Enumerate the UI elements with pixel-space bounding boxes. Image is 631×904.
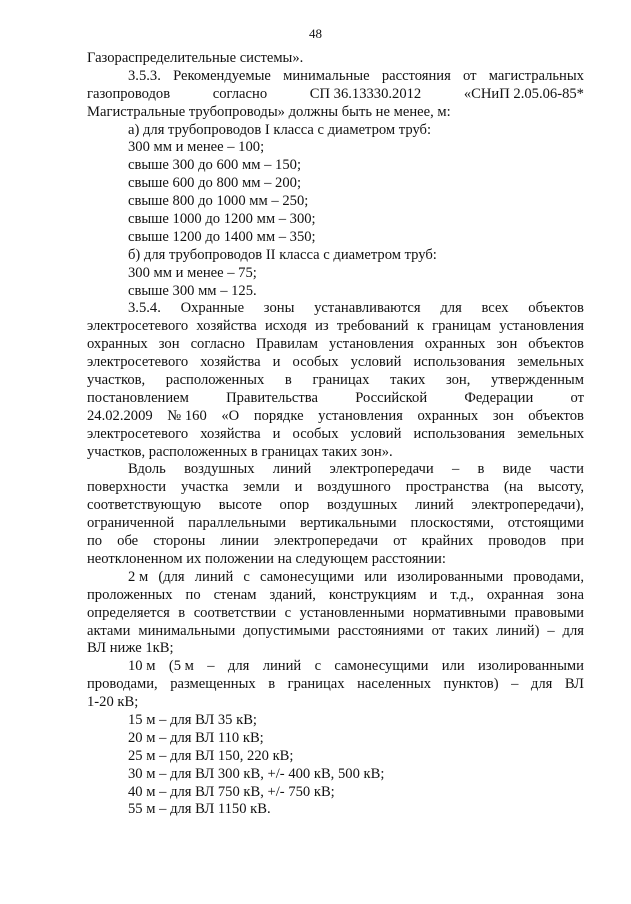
text-line: свыше 1200 до 1400 мм – 350; xyxy=(128,228,316,245)
word: – xyxy=(547,622,555,639)
word: зона xyxy=(556,586,584,603)
word: – xyxy=(451,461,460,478)
word: «О xyxy=(221,407,240,424)
word: (5 м xyxy=(168,658,194,675)
word: линий xyxy=(415,497,454,514)
word: расстояниями xyxy=(337,622,424,639)
word: от xyxy=(570,389,584,406)
word: газопроводов xyxy=(87,85,171,102)
text-line xyxy=(87,515,584,533)
word: хозяйства xyxy=(196,318,257,335)
word: проложенных xyxy=(87,586,173,603)
word: охранных xyxy=(424,336,486,353)
word: согласно xyxy=(212,85,268,102)
word: объектов xyxy=(528,300,584,317)
text-line: 55 м – для ВЛ 1150 кВ. xyxy=(128,801,271,818)
word: ограниченной xyxy=(87,515,175,532)
word: таких xyxy=(452,622,489,639)
word: особых xyxy=(292,425,339,442)
word: вертикальными xyxy=(299,515,397,532)
text-line: 15 м – для ВЛ 35 кВ; xyxy=(128,711,257,728)
word: электропередачи xyxy=(273,533,379,550)
word: требований xyxy=(336,318,409,335)
word: порядке xyxy=(253,407,304,424)
word: линий) xyxy=(496,622,540,639)
text-line xyxy=(87,569,584,587)
word: Охранные xyxy=(180,300,245,317)
word: использования xyxy=(413,425,506,442)
word: опор xyxy=(279,497,310,514)
text-line xyxy=(87,479,584,497)
word: населенных xyxy=(357,676,431,693)
word: допустимыми xyxy=(243,622,330,639)
text-line: 30 м – для ВЛ 300 кВ, +/- 400 кВ, 500 кВ; xyxy=(128,765,385,782)
word: пространства xyxy=(405,479,490,496)
text-line xyxy=(87,461,584,479)
text-line xyxy=(87,623,584,641)
text-line: ВЛ ниже 1кВ; xyxy=(87,640,174,657)
word: зон, xyxy=(445,372,471,389)
word: ВЛ xyxy=(564,676,584,693)
word: плоскостями, xyxy=(410,515,494,532)
text-line: 1-20 кВ; xyxy=(87,694,139,711)
word: электропередачи xyxy=(329,461,434,478)
word: соответствии xyxy=(193,604,277,621)
word: утвержденным xyxy=(491,372,584,389)
word: границах xyxy=(312,372,370,389)
word: проводов xyxy=(488,533,546,550)
word: границах xyxy=(287,676,345,693)
text-line xyxy=(87,533,584,551)
word: согласно xyxy=(190,336,245,353)
text-line xyxy=(87,658,584,676)
word: Российской xyxy=(355,389,428,406)
text-line xyxy=(87,390,584,408)
word: использования xyxy=(413,354,506,371)
word: воздушных xyxy=(326,497,398,514)
word: нормативными xyxy=(412,604,507,621)
word: участков, xyxy=(87,372,146,389)
word: установления xyxy=(499,318,584,335)
word: – xyxy=(511,676,519,693)
word: обе xyxy=(117,533,139,550)
word: магистральных xyxy=(488,67,584,84)
word: воздушного xyxy=(317,479,391,496)
word: в xyxy=(178,604,186,621)
word: или xyxy=(441,658,465,675)
word: для xyxy=(562,622,584,639)
word: таких xyxy=(390,372,426,389)
word: границам xyxy=(432,318,492,335)
word: виде xyxy=(502,461,532,478)
word: Правилам xyxy=(255,336,318,353)
word: объектов xyxy=(528,336,584,353)
word: от xyxy=(463,67,477,84)
word: конструкциям xyxy=(328,586,417,603)
word: Федерации xyxy=(464,389,534,406)
word: условий xyxy=(350,354,402,371)
word: (для xyxy=(158,568,185,585)
word: поверхности xyxy=(87,479,167,496)
word: 2 м xyxy=(128,568,149,585)
word: по xyxy=(185,586,201,603)
text-line: 40 м – для ВЛ 750 кВ, +/- 750 кВ; xyxy=(128,783,335,800)
word: Правительства xyxy=(226,389,318,406)
word: охранных xyxy=(87,336,148,353)
word: в xyxy=(284,372,292,389)
text-line: свыше 800 до 1000 мм – 250; xyxy=(128,193,309,210)
word: «СНиП 2.05.06-85* xyxy=(463,85,584,102)
word: части xyxy=(549,461,584,478)
word: устанавливаются xyxy=(314,300,421,317)
text-line xyxy=(87,354,584,372)
text-line: свыше 1000 до 1200 мм – 300; xyxy=(128,211,316,228)
word: хозяйства xyxy=(200,425,261,442)
word: линий xyxy=(262,658,302,675)
word: условий xyxy=(350,425,402,442)
word: линий xyxy=(272,461,312,478)
word: объектов xyxy=(528,407,584,424)
text-line xyxy=(87,318,584,336)
word: Вдоль xyxy=(128,461,166,478)
word: постановлением xyxy=(87,389,189,406)
word: в xyxy=(268,676,276,693)
text-line xyxy=(87,605,584,623)
word: минимальные xyxy=(283,67,370,84)
word: от xyxy=(431,622,446,639)
word: Рекомендуемые xyxy=(173,67,271,84)
text-line xyxy=(87,408,584,426)
text-line xyxy=(87,336,584,354)
text-line xyxy=(87,426,584,444)
word: крайних xyxy=(421,533,474,550)
word: размещенных xyxy=(170,676,256,693)
word: с xyxy=(284,604,292,621)
word: линий xyxy=(194,568,234,585)
text-line: б) для трубопроводов II класса с диаметром труб: xyxy=(128,246,437,263)
word: высоту, xyxy=(538,479,584,496)
word: участка xyxy=(180,479,229,496)
word: особых xyxy=(292,354,339,371)
document-body xyxy=(87,50,584,819)
word: охранная xyxy=(486,586,544,603)
word: с xyxy=(243,568,250,585)
word: в xyxy=(477,461,485,478)
word: зоны xyxy=(263,300,295,317)
text-line xyxy=(87,300,584,318)
word: зон xyxy=(496,336,518,353)
word: для xyxy=(440,300,462,317)
word: (на xyxy=(504,479,524,496)
text-line xyxy=(87,372,584,390)
word: правовыми xyxy=(514,604,584,621)
word: линии xyxy=(220,533,259,550)
word: и xyxy=(294,479,303,496)
word: – xyxy=(207,658,215,675)
word: зданий, xyxy=(269,586,316,603)
word: СП 36.13330.2012 xyxy=(309,85,422,102)
word: по xyxy=(87,533,103,550)
word: высоте xyxy=(218,497,262,514)
text-line xyxy=(87,86,584,104)
text-line: свыше 600 до 800 мм – 200; xyxy=(128,175,301,192)
word: проводами, xyxy=(87,676,158,693)
word: электросетевого xyxy=(87,354,189,371)
word: воздушных xyxy=(184,461,255,478)
text-line: а) для трубопроводов I класса с диаметром труб: xyxy=(128,121,432,138)
word: изолированными xyxy=(478,658,584,675)
word: земельных xyxy=(517,354,584,371)
word: отстоящими xyxy=(507,515,584,532)
word: зон xyxy=(492,407,514,424)
word: 3.5.3. xyxy=(128,67,161,84)
word: и xyxy=(429,586,438,603)
text-line xyxy=(87,497,584,515)
word: стенам xyxy=(213,586,257,603)
word: № 160 xyxy=(167,407,207,424)
word: самонесущими xyxy=(260,568,355,585)
word: зон xyxy=(158,336,180,353)
page-number: 48 xyxy=(309,26,322,41)
text-line: Газораспределительные системы». xyxy=(87,50,304,66)
word: 24.02.2009 xyxy=(87,407,153,424)
text-line: 25 м – для ВЛ 150, 220 кВ; xyxy=(128,747,294,764)
text-line: свыше 300 до 600 мм – 150; xyxy=(128,157,301,174)
word: самонесущими xyxy=(334,658,429,675)
text-line: 20 м – для ВЛ 110 кВ; xyxy=(128,729,264,746)
word: всех xyxy=(481,300,509,317)
word: определяется xyxy=(87,604,170,621)
text-line: участков, расположенных в границах таких зон». xyxy=(87,443,393,460)
word: охранных xyxy=(417,407,479,424)
word: установления xyxy=(328,336,414,353)
word: для xyxy=(530,676,553,693)
word: соответствующую xyxy=(87,497,201,514)
text-line xyxy=(87,68,584,86)
word: проводами, xyxy=(513,568,584,585)
word: расстояния xyxy=(381,67,451,84)
word: т.д., xyxy=(450,586,474,603)
word: земли xyxy=(243,479,280,496)
word: электропередачи), xyxy=(471,497,584,514)
text-line: 300 мм и менее – 75; xyxy=(128,264,257,281)
word: хозяйства xyxy=(200,354,261,371)
word: земельных xyxy=(517,425,584,442)
text-line xyxy=(87,587,584,605)
word: электросетевого xyxy=(87,425,189,442)
text-line: свыше 300 мм – 125. xyxy=(128,282,257,299)
word: от xyxy=(393,533,407,550)
word: 10 м xyxy=(128,658,156,675)
text-line xyxy=(87,676,584,694)
word: электросетевого xyxy=(87,318,189,335)
word: из xyxy=(315,318,329,335)
text-line: Магистральные трубопроводы» должны быть не менее, м: xyxy=(87,103,451,120)
word: и xyxy=(272,354,281,371)
word: установления xyxy=(318,407,403,424)
word: и xyxy=(272,425,281,442)
word: 3.5.4. xyxy=(128,300,161,317)
word: стороны xyxy=(153,533,206,550)
word: актами xyxy=(87,622,131,639)
word: для xyxy=(227,658,250,675)
text-line: 300 мм и менее – 100; xyxy=(128,139,265,156)
word: минимальными xyxy=(138,622,236,639)
word: расположенных xyxy=(165,372,265,389)
word: пунктов) xyxy=(443,676,499,693)
word: с xyxy=(314,658,322,675)
word: параллельными xyxy=(188,515,287,532)
word: при xyxy=(561,533,584,550)
word: к xyxy=(416,318,424,335)
word: или xyxy=(364,568,388,585)
word: исходя xyxy=(265,318,307,335)
text-line: неотклоненном их положении на следующем расстоянии: xyxy=(87,550,446,567)
word: изолированными xyxy=(397,568,504,585)
word: установленными xyxy=(299,604,405,621)
